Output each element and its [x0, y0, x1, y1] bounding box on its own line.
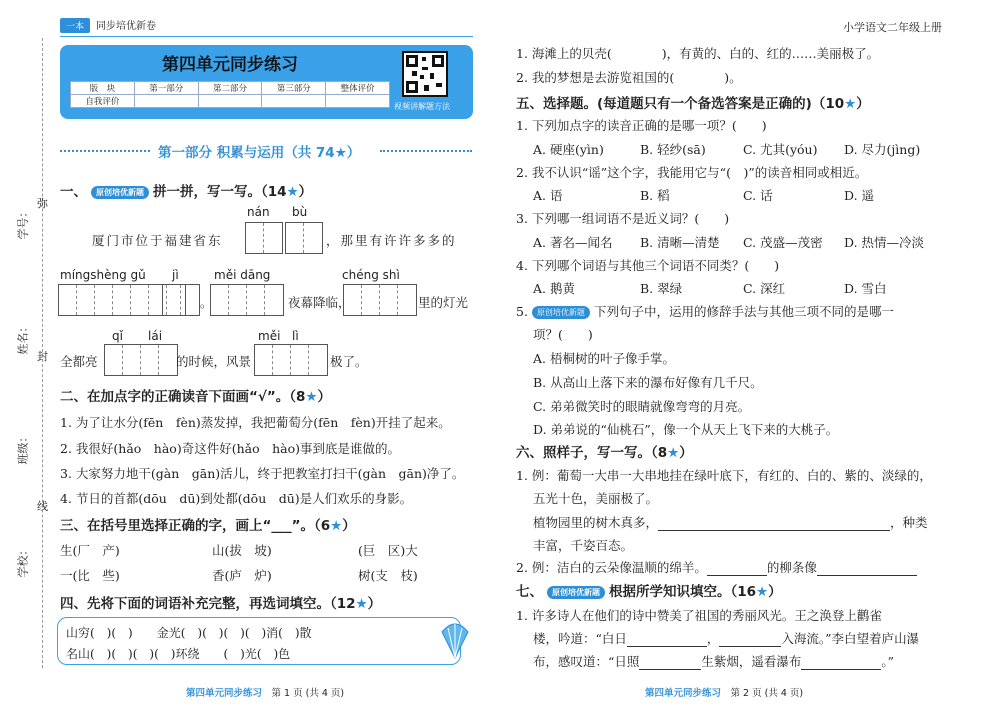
s7-blank-2[interactable]	[719, 646, 781, 647]
s5-q5-a[interactable]: A. 梧桐树的叶子像手掌。	[533, 351, 675, 366]
top-right-label: 小学语文二年级上册	[843, 21, 942, 34]
s2-item-4: 4. 节日的首都(dōu dū)到处都(dōu dū)是人们欢乐的身影。	[60, 491, 413, 506]
s6-blank-3[interactable]	[817, 575, 917, 576]
section-5-title: 五、选择题。(每道题只有一个备选答案是正确的)（10★）	[516, 96, 870, 112]
footer-right: 第四单元同步练习 第 2 页 (共 4 页)	[645, 688, 804, 699]
pinyin-ji: jì	[172, 268, 179, 282]
section-2-title: 二、在加点字的正确读音下面画“√”。（8★）	[60, 389, 332, 405]
self-eval-table: 版 块 第一部分 第二部分 第三部分 整体评价 自我评价	[70, 81, 390, 108]
qr-code[interactable]	[402, 51, 448, 97]
s2-item-2: 2. 我很好(hǎo hào)奇这件好(hǎo hào)事到底是谁做的。	[60, 441, 401, 456]
pinyin-chengshi: chéng shì	[342, 268, 400, 282]
s7-blank-1[interactable]	[627, 646, 707, 647]
divider-right	[380, 150, 472, 152]
section-3-title: 三、在括号里选择正确的字，画上“___”。（6★）	[60, 518, 356, 534]
word-row-2[interactable]: 名山( )( )( )( )环绕 ( )光( )色	[66, 647, 291, 661]
s1-text-2c: 里的灯光	[418, 295, 469, 310]
shell-icon	[440, 618, 470, 660]
s7-blank-3[interactable]	[639, 669, 701, 670]
word-box	[57, 617, 461, 665]
seal-char-1: 弥	[37, 197, 48, 210]
r-top-1: 1. 海滩上的贝壳( )，有黄的、白的、红的……美丽极了。	[516, 46, 880, 61]
section-6-title: 六、照样子，写一写。（8★）	[516, 445, 693, 461]
s3-item-5[interactable]: 香(庐 炉)	[212, 568, 272, 583]
pinyin-bu: bù	[292, 205, 308, 219]
char-box-bu[interactable]	[285, 222, 323, 254]
s2-item-1: 1. 为了让水分(fēn fèn)蒸发掉，我把葡萄分(fēn fèn)开挂了起来。	[60, 415, 451, 430]
s5-q2: 2. 我不认识“谣”这个字，我能用它与“( )”的读音相同或相近。	[516, 165, 868, 180]
field-school: 学校：	[16, 544, 30, 578]
s7-blank-4[interactable]	[801, 669, 881, 670]
s5-q5-c[interactable]: C. 弟弟微笑时的眼睛就像弯弯的月亮。	[533, 399, 751, 414]
field-class: 班级：	[16, 431, 30, 465]
seal-char-3: 线	[37, 500, 48, 513]
char-box-meili[interactable]	[254, 344, 328, 376]
section-1-title: 一、 原创培优新题 拼一拼，写一写。（14★）	[60, 184, 313, 200]
s3-item-1[interactable]: 生(厂 产)	[60, 543, 120, 558]
s1-text-2b: 夜幕降临，	[288, 295, 351, 310]
s1-text-3b: 的时候，风景	[176, 354, 252, 369]
s6-example-1: 1. 例：葡萄一大串一大串地挂在绿叶底下，有红的、白的、紫的、淡绿的，	[516, 468, 932, 483]
s6-task-1: 植物园里的树木真多， ，种类	[533, 515, 928, 530]
field-name: 姓名：	[16, 321, 30, 355]
page-title: 第四单元同步练习	[162, 55, 298, 75]
s7-line-1: 1. 许多诗人在他们的诗中赞美了祖国的秀丽风光。王之涣登上鹳雀	[516, 608, 882, 623]
s3-item-4[interactable]: 一(比 些)	[60, 568, 120, 583]
char-box-qilai[interactable]	[104, 344, 178, 376]
s2-item-3: 3. 大家努力地干(gàn gān)活儿，终于把教室打扫干(gàn gān)净了。	[60, 466, 465, 481]
brand-badge: 一本	[60, 18, 90, 33]
s5-q1: 1. 下列加点字的读音正确的是哪一项？( )	[516, 118, 767, 133]
pinyin-lai: lái	[148, 329, 163, 343]
s5-q3-a[interactable]: A. 著名—闻名	[533, 235, 613, 250]
char-box-nan[interactable]	[245, 222, 283, 254]
s5-q1-c[interactable]: C. 尤其(yóu)	[743, 142, 818, 157]
footer-left: 第四单元同步练习 第 1 页 (共 4 页)	[186, 688, 345, 699]
s5-q1-b[interactable]: B. 轻纱(sā)	[640, 142, 706, 157]
s6-task-1b: 丰富，千姿百态。	[533, 538, 634, 553]
s5-q4-c[interactable]: C. 深红	[743, 281, 786, 296]
pinyin-li: lì	[292, 329, 299, 343]
s6-example-2: 2. 例：洁白的云朵像温顺的绵羊。 的柳条像	[516, 558, 917, 576]
s6-example-1b: 五光十色，美丽极了。	[533, 491, 659, 506]
s5-q3-b[interactable]: B. 清晰—清楚	[640, 235, 720, 250]
s5-q4-b[interactable]: B. 翠绿	[640, 281, 683, 296]
section-7-title: 七、 原创培优新题 根据所学知识填空。（16★）	[516, 584, 782, 600]
s6-blank-1[interactable]	[658, 530, 890, 531]
s1-text-1a: 厦门市位于福建省东	[92, 233, 223, 248]
qr-caption: 视频讲解题方法	[394, 102, 450, 111]
s3-item-3[interactable]: (巨 区)大	[358, 543, 418, 558]
s5-q3-d[interactable]: D. 热情—冷淡	[844, 235, 925, 250]
s5-q2-d[interactable]: D. 遥	[844, 188, 875, 203]
s1-text-3a: 全都亮	[60, 354, 98, 369]
s7-line-3: 布，感叹道：“日照 生紫烟，遥看瀑布 。”	[533, 654, 895, 669]
top-left-label: 一本 同步培优新卷	[60, 17, 156, 33]
divider-left	[60, 150, 150, 152]
seal-char-2: 封	[37, 350, 48, 363]
s5-q4: 4. 下列哪个词语与其他三个词语不同类？( )	[516, 258, 780, 273]
part1-title: 第一部分 积累与运用（共 74★）	[158, 145, 361, 161]
section-4-title: 四、先将下面的词语补充完整，再选词填空。（12★）	[60, 596, 382, 612]
s5-q3-c[interactable]: C. 茂盛—茂密	[743, 235, 823, 250]
word-row-1[interactable]: 山穷( )( ) 金光( )( )( )( )消( )散	[66, 626, 312, 640]
s1-text-2a: 。	[200, 295, 213, 310]
pinyin-mei: měi	[258, 329, 281, 343]
pinyin-mingshenggu: míngshèng gǔ	[60, 268, 146, 282]
s5-q5-d[interactable]: D. 弟弟说的“仙桃石”，像一个从天上飞下来的大桃子。	[533, 422, 839, 437]
s1-text-3c: 极了。	[330, 354, 368, 369]
s7-line-2: 楼，吟道：“白日 ， 入海流。”李白望着庐山瀑	[533, 631, 920, 646]
s5-q5: 5. 原创培优新题 下列句子中，运用的修辞手法与其他三项不同的是哪一	[516, 304, 894, 319]
s1-text-1b: ，那里有许许多多的	[326, 233, 457, 248]
s5-q3: 3. 下列哪一组词语不是近义词？( )	[516, 211, 730, 226]
r-top-2: 2. 我的梦想是去游览祖国的( )。	[516, 70, 742, 85]
s5-q1-d[interactable]: D. 尽力(jìng)	[844, 142, 921, 157]
s3-item-6[interactable]: 树(支 枝)	[358, 568, 418, 583]
pinyin-qi: qǐ	[112, 329, 123, 343]
pinyin-nan: nán	[247, 205, 270, 219]
s6-blank-2[interactable]	[707, 575, 767, 576]
s5-q4-d[interactable]: D. 雪白	[844, 281, 887, 296]
s5-q2-a[interactable]: A. 语	[533, 188, 563, 203]
pinyin-meidang: měi dāng	[214, 268, 271, 282]
s3-item-2[interactable]: 山(拔 坡)	[212, 543, 272, 558]
field-student-no: 学号：	[16, 206, 30, 240]
char-box-chengshi[interactable]	[343, 284, 417, 316]
top-rule	[60, 36, 473, 37]
s5-q5-cont: 项？( )	[533, 327, 593, 342]
s5-q1-a[interactable]: A. 硬座(yìn)	[533, 142, 604, 157]
char-box-ji[interactable]	[162, 284, 200, 316]
char-box-meidang[interactable]	[210, 284, 284, 316]
s5-q2-c[interactable]: C. 话	[743, 188, 773, 203]
s5-q4-a[interactable]: A. 鹅黄	[533, 281, 575, 296]
s5-q2-b[interactable]: B. 稻	[640, 188, 670, 203]
s5-q5-b[interactable]: B. 从高山上落下来的瀑布好像有几千尺。	[533, 375, 763, 390]
unit-header	[60, 45, 473, 119]
